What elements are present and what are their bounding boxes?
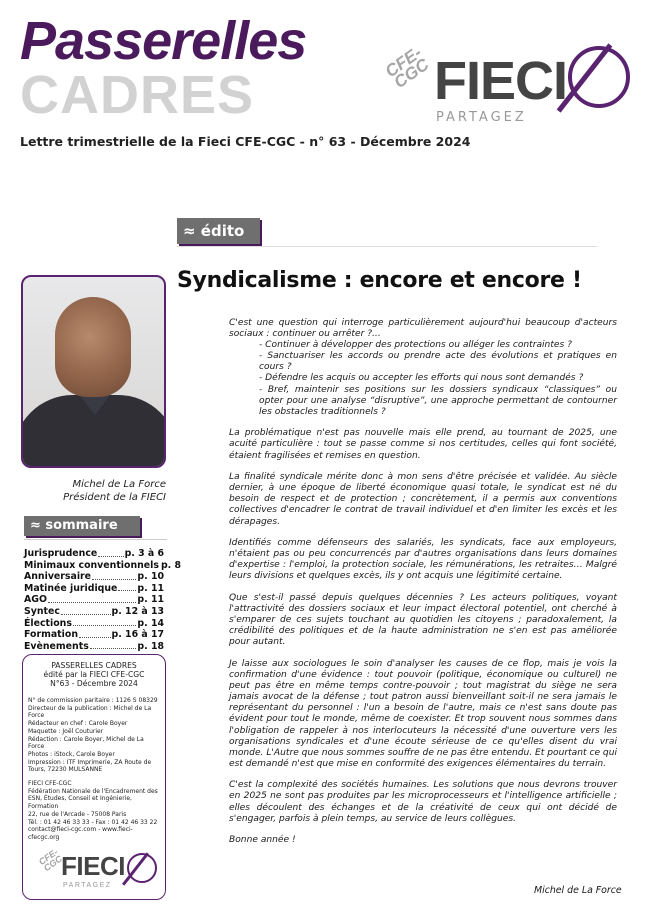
colophon-head-line: PASSERELLES CADRES xyxy=(51,661,137,670)
leader-dots xyxy=(73,618,136,627)
colophon-address-line: 22, rue de l'Arcade - 75008 Paris xyxy=(28,810,127,818)
logo-cfe-cgc: CFE-CGC xyxy=(381,42,433,93)
colophon-logo-tagline: PARTAGEZ xyxy=(63,882,112,889)
photo-head xyxy=(55,297,131,397)
colophon-line: Rédaction : Carole Boyer, Michel de La Force xyxy=(28,735,144,751)
sommaire-label: AGO xyxy=(24,594,47,606)
sommaire-page: p. 14 xyxy=(137,617,164,629)
edito-paragraph: Identifiés comme défenseurs des salariés, les syndicats, face aux employeurs, n'étaient pas ou peu concurrencés par d'autres organisations dans leurs domaines d'expertise : l'emploi, la protection sociale, les rémunérations, les retraites… Malgré leurs divisions et quelques excès, ils y ont acquis une légitimité certaine. xyxy=(229,538,617,582)
edito-paragraph: La finalité syndicale mérite donc à mon sens d'être précisée et validée. Au siècle dernier, à une époque de liberté économique quasi totale, le syndicat est né du besoin de respect et de protection ; concrètement, il a permis aux conventions collectives d'encadrer le contrat de travail individuel et d'en limiter les excès et les dérapages. xyxy=(229,472,617,527)
logo-tagline: PARTAGEZ xyxy=(436,110,527,125)
edito-bullets xyxy=(259,340,617,418)
edito-title: Syndicalisme : encore et encore ! xyxy=(177,268,582,293)
sommaire-page: p. 16 à 17 xyxy=(111,629,164,641)
sommaire-page: p. 3 à 6 xyxy=(124,548,164,559)
sommaire-item[interactable] xyxy=(24,594,164,606)
sommaire-page: p. 18 xyxy=(137,640,164,652)
sommaire-tab: ≈ sommaire xyxy=(24,516,140,536)
logo-fieci: FIECI xyxy=(434,51,568,111)
edito-bullet: - Sanctuariser les accords ou prendre acte des évolutions et pratiques en cours ? xyxy=(259,351,617,373)
masthead-title-bottom: CADRES xyxy=(20,65,255,125)
sommaire-item[interactable] xyxy=(24,583,164,595)
edito-signature: Michel de La Force xyxy=(534,885,622,896)
sommaire-label: Minimaux conventionnels xyxy=(24,559,159,571)
author-photo xyxy=(21,275,166,468)
edito-bullet: - Continuer à développer des protections ou alléger les contraintes ? xyxy=(259,340,572,351)
leader-dots xyxy=(92,571,136,580)
colophon-head-line: édité par la FIECI CFE-CGC xyxy=(43,670,145,679)
colophon-address-line: Fédération Nationale de l'Encadrement des ESN, Études, Conseil et Ingénierie, Formation xyxy=(28,787,158,811)
sommaire-page: p. 12 à 13 xyxy=(111,605,164,617)
colophon-line: Photos : iStock, Carole Boyer xyxy=(28,750,115,758)
author-name: Michel de La Force xyxy=(72,479,166,490)
sommaire-item[interactable] xyxy=(24,606,164,618)
edito-bullet: - Bref, maintenir ses positions sur les dossiers syndicaux “classiques” ou opter pour une analyse “disruptive”, une approche permettant de contourner les obstacles traditionnels ? xyxy=(259,384,617,417)
colophon-fieci-logo xyxy=(36,846,159,895)
edito-paragraph: C'est la complexité des sociétés humaines. Les solutions que nous devrons trouver en 2025 ne sont pas produites par les microprocesseurs et l'intelligence artificielle ; elles découlent des échanges et de la créativité de ceux qui ont décidé de s'engager, parfois à plein temps, au service de leurs collègues. xyxy=(229,780,617,824)
colophon-line: N° de commission paritaire : 1126 S 08329 xyxy=(28,697,158,704)
sommaire-label: Formation xyxy=(24,629,78,641)
author-role: Président de la FIECI xyxy=(63,492,166,503)
leader-dots xyxy=(98,548,123,557)
sommaire-item[interactable] xyxy=(24,641,164,653)
colophon-logo-cfe-cgc: CFE-CGC xyxy=(36,846,64,873)
colophon-line: Directeur de la publication : Michel de La Force xyxy=(28,704,152,720)
sommaire-label: Evènements xyxy=(24,640,89,652)
edito-paragraph: Que s'est-il passé depuis quelques décennies ? Les acteurs politiques, voyant l'attractivité des dossiers sociaux et leur impact électoral potentiel, ont cherché à s'emparer de ces sujets touchant au quotidien les citoyens ; paradoxalement, la crédibilité des politiques et de la haute administration ne s'en est pas améliorée pour autant. xyxy=(229,592,617,648)
edito-intro: C'est une question qui interroge particulièrement aujourd'hui beaucoup d'acteurs sociaux : continuer ou arrêter ?... xyxy=(229,318,617,340)
sommaire-label: Élections xyxy=(24,617,72,629)
edito-tab: ≈ édito xyxy=(177,218,260,244)
sommaire-page: p. 11 xyxy=(137,594,164,606)
sommaire-page: p. 11 xyxy=(137,582,164,594)
sommaire-item[interactable] xyxy=(24,571,164,583)
edito-paragraph: Je laisse aux sociologues le soin d'analyser les causes de ce flop, mais je vois la confirmation d'une évidence : tout pouvoir (politique, économique ou culturel) ne peut pas être en même temps contre-pouvoir ; tout magistrat du siège ne sera jamais avocat de la défense ; tout patron aussi bienveillant soit-il ne sera jamais le représentant du personnel : l'un a besoin de l'autre, mais ce n'est sans doute pas évident pour tout le monde, même de coexister. Et trop souvent nous sommes dans l'obligation de rappeler à nos interlocuteurs la nécessité d'une ouverture vers les organisations syndicales et d'une écoute sérieuse de ce qu'elles disent du vrai monde. L'Autre que nous sommes souffre de ne pas être entendu. Et pourtant ce qui est demandé n'est que mise en conformité des exigences élémentaires du terrain. xyxy=(229,658,617,769)
colophon-head xyxy=(28,661,160,688)
masthead-title-top: Passerelles xyxy=(20,11,307,71)
edito-bullet: - Défendre les acquis ou accepter les efforts qui nous sont demandés ? xyxy=(259,373,584,384)
sommaire-label: Syntec xyxy=(24,605,60,617)
author-caption xyxy=(21,478,166,504)
colophon-address-line: FIECI CFE-CGC xyxy=(28,780,72,788)
sommaire-item[interactable] xyxy=(24,629,164,641)
leader-dots xyxy=(90,641,137,650)
colophon-address-line: Tél. : 01 42 46 33 33 - Fax : 01 42 46 33 22 xyxy=(28,818,158,826)
colophon-body xyxy=(28,697,160,842)
masthead-subtitle: Lettre trimestrielle de la Fieci CFE-CGC - n° 63 - Décembre 2024 xyxy=(20,134,471,149)
colophon-line: Rédacteur en chef : Carole Boyer xyxy=(28,720,128,728)
sommaire-divider xyxy=(24,539,167,540)
sommaire-list xyxy=(24,548,182,652)
colophon-line: Impression : ITF Imprimerie, ZA Route de Tours, 72230 MULSANNE xyxy=(28,758,152,774)
sommaire-label: Matinée juridique xyxy=(24,582,118,594)
edito-body xyxy=(229,318,622,896)
leader-dots xyxy=(79,629,111,638)
leader-dots xyxy=(61,606,111,615)
fieci-logo xyxy=(381,40,638,130)
colophon-box xyxy=(22,654,166,900)
sommaire-item[interactable] xyxy=(24,548,164,560)
edito-divider xyxy=(177,246,597,247)
colophon-logo-fieci: FIECI xyxy=(61,851,125,881)
sommaire-page: p. 8 xyxy=(160,559,182,571)
edito-paragraph: La problématique n'est pas nouvelle mais elle prend, au tournant de 2025, une acuité particulière : tout se passe comme si nos certitudes, celles qui font société, étaient fragilisées et remises en question. xyxy=(229,428,617,461)
colophon-head-line: N°63 - Décembre 2024 xyxy=(50,679,138,688)
sommaire-label: Jurisprudence xyxy=(24,548,98,559)
edito-paragraph: Bonne année ! xyxy=(229,835,296,846)
leader-dots xyxy=(118,583,136,592)
sommaire-item[interactable] xyxy=(24,618,164,630)
leader-dots xyxy=(48,594,136,603)
sommaire-page: p. 10 xyxy=(137,571,164,583)
sommaire-item[interactable] xyxy=(24,559,182,572)
colophon-contact[interactable]: contact@fieci-cgc.com - www.fieci-cfecgc.org xyxy=(28,826,133,841)
sommaire-label: Anniversaire xyxy=(24,571,92,583)
colophon-line: Maquette : Joël Couturier xyxy=(28,727,104,735)
